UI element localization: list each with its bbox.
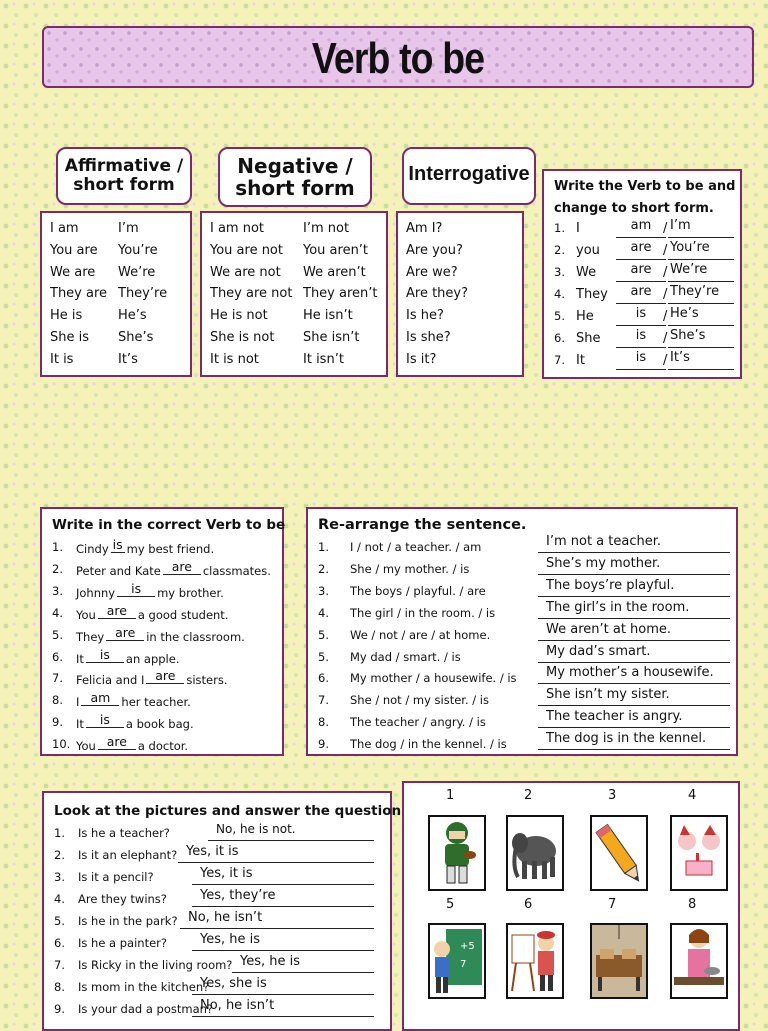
short-answer-line [668, 347, 734, 348]
slash: / [663, 221, 668, 236]
affirmative-long: He is [50, 308, 83, 324]
question: Is he a painter? [78, 936, 168, 950]
question: Is it a pencil? [78, 870, 154, 884]
interrogative-item: Are we? [406, 264, 458, 280]
sentence [76, 537, 215, 556]
verb-answer: am [630, 218, 652, 233]
affirmative-long: They are [50, 286, 108, 302]
sentence [76, 646, 180, 666]
interrogative-item: Is she? [406, 330, 451, 345]
picture-number: 6 [524, 897, 533, 912]
answer-line [616, 325, 666, 326]
twins-cake-icon [670, 815, 728, 891]
negative-short: He isn’t [303, 308, 353, 324]
short-answer: I’m [670, 218, 691, 233]
rearranged-answer: I’m not a teacher. [546, 534, 662, 549]
item-number: 10. [52, 737, 71, 752]
short-answer: You’re [670, 240, 710, 255]
affirmative-short: They’re [118, 286, 168, 302]
item-number: 2. [54, 848, 65, 862]
sentence-start: Cindy [76, 542, 109, 556]
sentence-end: in the classroom. [146, 629, 245, 644]
sentence-start: It [76, 651, 84, 666]
living-room-icon [590, 923, 648, 999]
item-number: 3. [554, 265, 565, 279]
sentence [76, 668, 228, 688]
item-subject: I [576, 221, 580, 236]
pencil-icon [590, 815, 648, 891]
answer-line [180, 928, 374, 929]
sentence-end: a doctor. [137, 739, 189, 754]
short-answer: She’s [670, 328, 706, 343]
sentence-end: a good student. [137, 607, 229, 622]
item-number: 5. [54, 914, 65, 928]
short-form-exercise [542, 169, 742, 379]
item-subject: We [576, 265, 597, 280]
scrambled-prompt: My mother / a housewife. / is [350, 671, 517, 686]
sentence [76, 602, 229, 622]
football-player-icon [428, 815, 486, 891]
interrogative-item: Are they? [406, 286, 469, 302]
item-number: 6. [318, 671, 329, 686]
rearranged-answer: The boys’re playful. [546, 577, 675, 593]
item-number: 8. [318, 715, 329, 730]
verb-answer: is [117, 581, 155, 597]
interrogative-item: Is he? [406, 308, 444, 324]
negative-long: I am not [210, 221, 265, 236]
scrambled-prompt: The boys / playful. / are [350, 583, 486, 598]
slash: / [663, 331, 668, 346]
short-answer-line [668, 281, 734, 282]
negative-header: Negative / short form [218, 147, 372, 207]
item-number: 4. [554, 287, 565, 301]
short-answer: They’re [670, 284, 720, 299]
short-answer-line [668, 259, 734, 260]
verb-answer: are [630, 262, 652, 277]
elephant-icon [506, 815, 564, 891]
item-number: 9. [318, 737, 329, 752]
negative-long: They are not [210, 286, 293, 302]
item-number: 5. [318, 627, 329, 642]
verb-answer: are [163, 559, 201, 575]
short-form-title-1: Write the Verb to be and [554, 179, 736, 194]
short-answer: We’re [670, 262, 708, 277]
verb-answer: am [81, 690, 119, 706]
sentence-end: sisters. [186, 673, 228, 688]
item-number: 7. [52, 671, 63, 686]
item-number: 4. [54, 892, 65, 906]
rearranged-answer: She’s my mother. [546, 555, 661, 571]
item-number: 2. [554, 243, 565, 257]
picture-number: 1 [446, 788, 455, 803]
title-banner [42, 26, 754, 88]
answer-line [616, 259, 666, 260]
item-number: 8. [54, 980, 65, 994]
pictures-questions [42, 791, 402, 1031]
answer-line [538, 683, 730, 684]
affirmative-short: She’s [118, 330, 154, 345]
sentence [76, 734, 189, 754]
answer-line [538, 596, 730, 597]
affirmative-short: It’s [118, 351, 138, 367]
item-number: 9. [52, 715, 63, 730]
negative-box [200, 211, 388, 377]
picture-number: 4 [688, 788, 697, 803]
verb-answer: are [98, 603, 136, 619]
scrambled-prompt: She / my mother. / is [350, 561, 470, 576]
slash: / [663, 309, 668, 324]
rearranged-answer: The girl’s in the room. [546, 599, 690, 615]
sentence-start: I [76, 695, 80, 710]
answer-line [538, 727, 730, 728]
short-answer-line [668, 325, 734, 326]
sentence-end: my best friend. [126, 542, 215, 556]
answer-line [538, 705, 730, 706]
item-number: 1. [554, 221, 565, 235]
picture-number: 7 [608, 897, 617, 912]
interrogative-item: Are you? [406, 242, 463, 258]
negative-short: They aren’t [303, 286, 378, 302]
negative-long: You are not [210, 242, 283, 258]
verb-answer: is [635, 350, 647, 365]
sentence-start: Felicia and I [76, 673, 145, 688]
answer-line [178, 862, 374, 863]
item-number: 1. [52, 540, 63, 554]
sentence-end: classmates. [202, 563, 271, 578]
sentence-start: You [76, 607, 96, 622]
interrogative-item: Am I? [406, 221, 443, 236]
rearranged-answer: My mother’s a housewife. [546, 665, 714, 681]
sentence-end: an apple. [125, 651, 180, 666]
answer-line [616, 237, 666, 238]
interrogative-item: Is it? [406, 351, 437, 367]
sentence [76, 712, 194, 732]
rearrange-exercise [306, 507, 738, 756]
answer-line [192, 1016, 374, 1017]
question: Is it an elephant? [78, 848, 178, 862]
answer: No, he is not. [216, 822, 296, 836]
sentence [76, 580, 224, 600]
item-number: 2. [52, 561, 63, 576]
answer: Yes, it is [186, 844, 239, 859]
question: Is he in the park? [78, 914, 178, 928]
negative-short: We aren’t [303, 264, 366, 280]
affirmative-long: She is [50, 330, 90, 345]
verb-answer: is [635, 328, 647, 343]
item-number: 7. [318, 693, 329, 708]
answer-line [232, 972, 374, 973]
interrogative-header: Interrogative [402, 147, 536, 205]
item-number: 3. [52, 583, 63, 598]
picture-number: 8 [688, 897, 697, 912]
scrambled-prompt: The teacher / angry. / is [350, 715, 486, 730]
item-number: 1. [318, 540, 329, 554]
answer-line [616, 303, 666, 304]
item-subject: They [576, 287, 608, 302]
scrambled-prompt: She / not / my sister. / is [350, 693, 489, 708]
sentence [76, 690, 191, 710]
item-number: 7. [554, 353, 565, 367]
negative-long: It is not [210, 351, 259, 367]
item-number: 6. [54, 936, 65, 950]
svg-text:7: 7 [460, 959, 467, 970]
rearrange-title: Re-arrange the sentence. [318, 517, 527, 533]
affirmative-short: I’m [118, 221, 139, 236]
answer: No, he isn’t [188, 910, 263, 925]
question: Is Ricky in the living room? [78, 958, 233, 972]
short-answer: It’s [670, 350, 690, 365]
verb-answer: are [98, 734, 136, 750]
affirmative-box [40, 211, 192, 377]
scrambled-prompt: I / not / a teacher. / am [350, 540, 482, 554]
answer: No, he isn’t [200, 998, 275, 1013]
item-number: 4. [52, 605, 63, 620]
item-number: 7. [54, 958, 65, 972]
slash: / [663, 353, 668, 368]
affirmative-short: You’re [118, 242, 158, 258]
negative-short: It isn’t [303, 351, 344, 367]
negative-short: You aren’t [303, 242, 369, 258]
short-answer-line [668, 369, 734, 370]
affirmative-long: You are [50, 242, 98, 258]
svg-text:+5: +5 [460, 941, 475, 952]
question: Are they twins? [78, 892, 167, 906]
answer-line [538, 662, 730, 663]
item-subject: He [576, 309, 594, 324]
sentence [76, 624, 245, 644]
answer: Yes, he is [240, 954, 301, 969]
verb-answer: is [635, 306, 647, 321]
painter-icon [506, 923, 564, 999]
item-number: 5. [318, 649, 329, 664]
affirmative-long: We are [50, 264, 96, 280]
negative-short: I’m not [303, 221, 350, 236]
item-subject: She [576, 331, 601, 346]
item-number: 5. [554, 309, 565, 323]
answer-line [538, 618, 730, 619]
answer-line [192, 994, 374, 995]
scrambled-prompt: The girl / in the room. / is [350, 605, 496, 620]
answer-line [208, 840, 374, 841]
scrambled-prompt: My dad / smart. / is [350, 649, 461, 664]
slash: / [663, 287, 668, 302]
sentence-end: my brother. [157, 585, 224, 600]
picture-number: 5 [446, 897, 455, 912]
short-form-title-2: change to short form. [554, 201, 714, 216]
short-answer: He’s [670, 306, 699, 321]
affirmative-short: We’re [118, 264, 156, 280]
sentence-start: Johnny [76, 585, 116, 600]
answer-line [616, 369, 666, 370]
answer-line [538, 749, 730, 750]
scrambled-prompt: We / not / are / at home. [350, 627, 491, 642]
picture-number: 3 [608, 788, 617, 803]
item-number: 9. [54, 1002, 65, 1016]
sentence-start: You [76, 739, 96, 754]
sentence-end: her teacher. [121, 695, 191, 710]
verb-answer: are [146, 668, 184, 684]
item-number: 6. [554, 331, 565, 345]
slash: / [663, 243, 668, 258]
rearranged-answer: My dad’s smart. [546, 643, 651, 659]
affirmative-long: It is [50, 351, 74, 367]
rearranged-answer: We aren’t at home. [546, 621, 672, 637]
answer-line [192, 950, 374, 951]
rearranged-answer: The teacher is angry. [546, 709, 683, 725]
answer-line [538, 574, 730, 575]
verb-answer: are [106, 625, 144, 641]
sentence-start: They [76, 629, 105, 644]
sentence-end: a book bag. [125, 717, 194, 732]
rearranged-answer: The dog is in the kennel. [546, 731, 707, 747]
negative-short: She isn’t [303, 330, 360, 345]
pictures-questions-title: Look at the pictures and answer the question [54, 803, 402, 819]
short-answer-line [668, 237, 734, 238]
rearranged-answer: She isn’t my sister. [546, 687, 670, 703]
question: Is he a teacher? [78, 826, 170, 840]
verb-answer: is [86, 647, 124, 663]
answer-line [538, 640, 730, 641]
negative-long: We are not [210, 264, 281, 280]
answer: Yes, they’re [200, 888, 276, 903]
question: Is your dad a postman? [78, 1002, 214, 1016]
scrambled-prompt: The dog / in the kennel. / is [350, 737, 507, 752]
item-subject: you [576, 243, 600, 258]
negative-long: She is not [210, 330, 275, 345]
verb-answer: is [112, 537, 123, 552]
item-number: 3. [54, 870, 65, 884]
mom-cooking-icon [670, 923, 728, 999]
answer: Yes, she is [200, 976, 267, 991]
negative-long: He is not [210, 308, 268, 324]
correct-verb-exercise [40, 507, 284, 756]
item-number: 3. [318, 583, 329, 598]
correct-verb-title: Write in the correct Verb to be [52, 517, 286, 533]
item-number: 8. [52, 693, 63, 708]
answer-line [616, 281, 666, 282]
answer: Yes, he is [200, 932, 261, 947]
answer-line [192, 906, 374, 907]
verb-answer: are [630, 240, 652, 255]
answer-line [192, 884, 374, 885]
question: Is mom in the kitchen? [78, 980, 210, 994]
item-number: 4. [318, 605, 329, 620]
page-title: Verb to be [311, 34, 485, 83]
sentence-start: It [76, 717, 84, 732]
answer: Yes, it is [200, 866, 253, 881]
interrogative-box [396, 211, 524, 377]
verb-answer: is [86, 712, 124, 728]
pictures-panel [402, 781, 740, 1031]
verb-answer: are [630, 284, 652, 299]
item-subject: It [576, 353, 585, 368]
affirmative-short: He’s [118, 308, 147, 324]
item-number: 5. [52, 627, 63, 642]
affirmative-long: I am [50, 221, 79, 236]
slash: / [663, 265, 668, 280]
affirmative-header: Affirmative / short form [56, 147, 192, 205]
item-number: 2. [318, 561, 329, 576]
sentence [76, 558, 271, 578]
answer-line [616, 347, 666, 348]
item-number: 1. [54, 826, 65, 840]
sentence-start: Peter and Kate [76, 563, 161, 578]
boy-chalkboard-icon [428, 923, 486, 999]
picture-number: 2 [524, 788, 533, 803]
answer-line [538, 552, 730, 553]
item-number: 6. [52, 649, 63, 664]
short-answer-line [668, 303, 734, 304]
